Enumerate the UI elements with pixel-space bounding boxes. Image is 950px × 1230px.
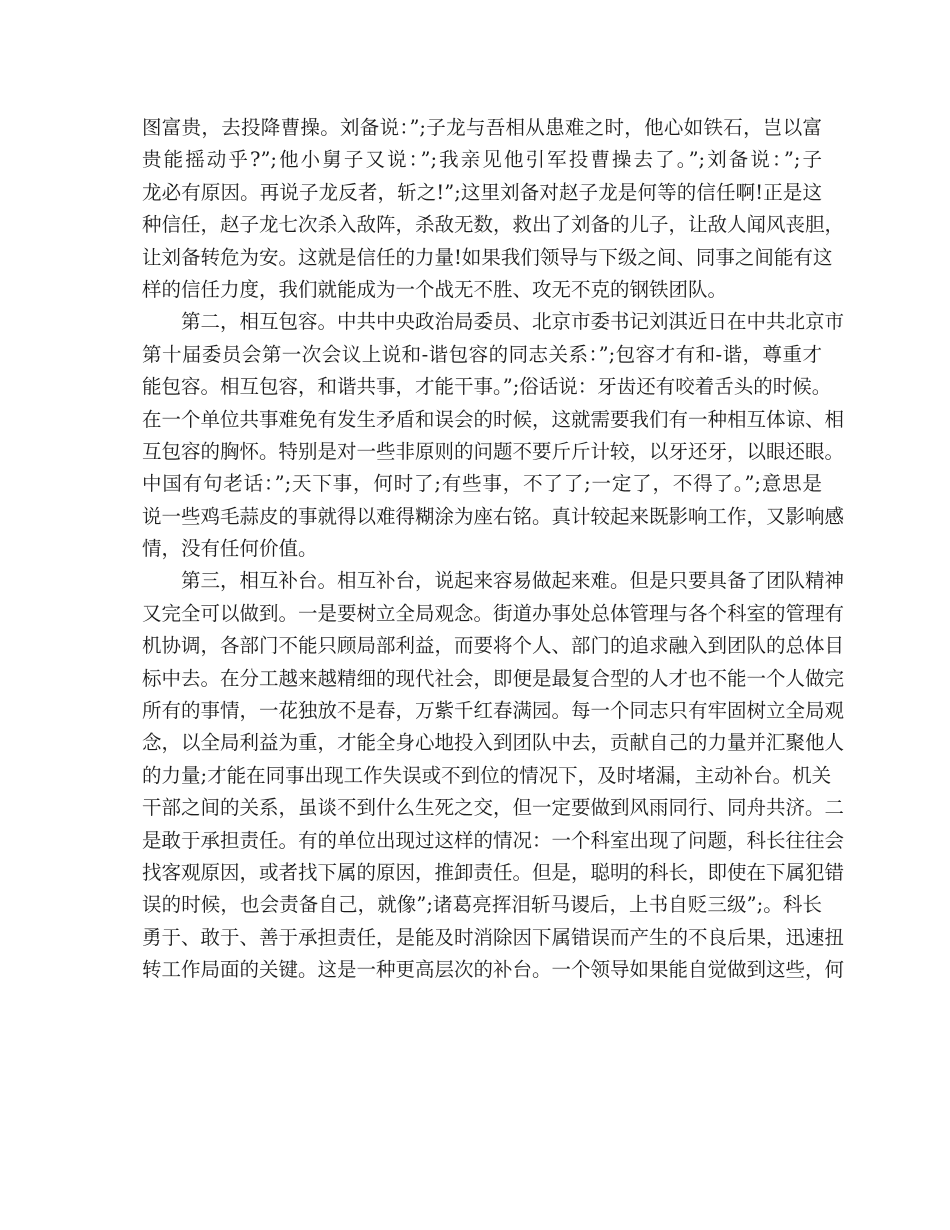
text-line: 让刘备转危为安。这就是信任的力量!如果我们领导与下级之间、同事之间能有这 — [142, 245, 833, 269]
text-line: 又完全可以做到。一是要树立全局观念。街道办事处总体管理与各个科室的管理有 — [142, 601, 845, 625]
text-line: 图富贵，去投降曹操。刘备说：”;子龙与吾相从患难之时，他心如铁石，岂以富 — [142, 116, 822, 139]
paragraph-mutual-support — [142, 565, 845, 986]
text-line: 的力量;才能在同事出现工作失误或不到位的情况下，及时堵漏，主动补台。机关 — [142, 763, 832, 787]
text-line: 能包容。相互包容，和谐共事，才能干事。”;俗话说：牙齿还有咬着舌头的时候。 — [142, 375, 832, 399]
text-line: 在一个单位共事难免有发生矛盾和误会的时候，这就需要我们有一种相互体谅、相 — [142, 407, 845, 431]
text-line: 龙必有原因。再说子龙反者，斩之!”;这里刘备对赵子龙是何等的信任啊!正是这 — [142, 180, 822, 204]
text-line: 样的信任力度，我们就能成为一个战无不胜、攻无不克的钢铁团队。 — [142, 277, 728, 301]
paragraph-tolerance — [142, 306, 845, 565]
text-line: 标中去。在分工越来越精细的现代社会，即便是最复合型的人才也不能一个人做完 — [142, 666, 845, 690]
text-line: 第十届委员会第一次会议上说和-谐包容的同志关系：”;包容才有和-谐，尊重才 — [142, 342, 822, 366]
text-line: 中国有句老话：”;天下事，何时了;有些事，不了了;一定了，不得了。”;意思是 — [142, 472, 822, 496]
text-line: 第二，相互包容。中共中央政治局委员、北京市委书记刘淇近日在中共北京市 — [142, 310, 845, 334]
text-line: 第三，相互补台。相互补台，说起来容易做起来难。但是只要具备了团队精神 — [142, 569, 845, 593]
text-line: 念，以全局利益为重，才能全身心地投入到团队中去，贡献自己的力量并汇聚他人 — [142, 731, 845, 755]
text-line: 干部之间的关系，虽谈不到什么生死之交，但一定要做到风雨同行、同舟共济。二 — [142, 796, 845, 820]
text-line: 种信任，赵子龙七次杀入敌阵，杀敌无数，救出了刘备的儿子，让敌人闻风丧胆， — [142, 213, 845, 237]
text-line: 勇于、敢于、善于承担责任，是能及时消除因下属错误而产生的不良后果，迅速扭 — [142, 925, 845, 949]
text-line: 误的时候，也会责备自己，就像”;诸葛亮挥泪斩马谡后，上书自贬三级”;。科长 — [142, 893, 822, 917]
text-line: 是敢于承担责任。有的单位出现过这样的情况：一个科室出现了问题，科长往往会 — [142, 828, 845, 852]
text-line: 找客观原因，或者找下属的原因，推卸责任。但是，聪明的科长，即使在下属犯错 — [142, 860, 845, 884]
paragraph-trust — [142, 112, 845, 306]
text-line: 互包容的胸怀。特别是对一些非原则的问题不要斤斤计较，以牙还牙，以眼还眼。 — [142, 439, 845, 463]
text-line: 机协调，各部门不能只顾局部利益，而要将个人、部门的追求融入到团队的总体目 — [142, 634, 845, 658]
text-line: 说一些鸡毛蒜皮的事就得以难得糊涂为座右铭。真计较起来既影响工作，又影响感 — [142, 504, 845, 528]
text-line: 转工作局面的关键。这是一种更高层次的补台。一个领导如果能自觉做到这些，何 — [142, 958, 845, 982]
document-body — [142, 112, 845, 987]
text-line: 贵能摇动乎?”;他小舅子又说：”;我亲见他引军投曹操去了。”;刘备说：”;子 — [142, 148, 822, 172]
text-line: 所有的事情，一花独放不是春，万紫千红春满园。每一个同志只有牢固树立全局观 — [142, 699, 845, 723]
text-line: 情，没有任何价值。 — [142, 537, 318, 561]
